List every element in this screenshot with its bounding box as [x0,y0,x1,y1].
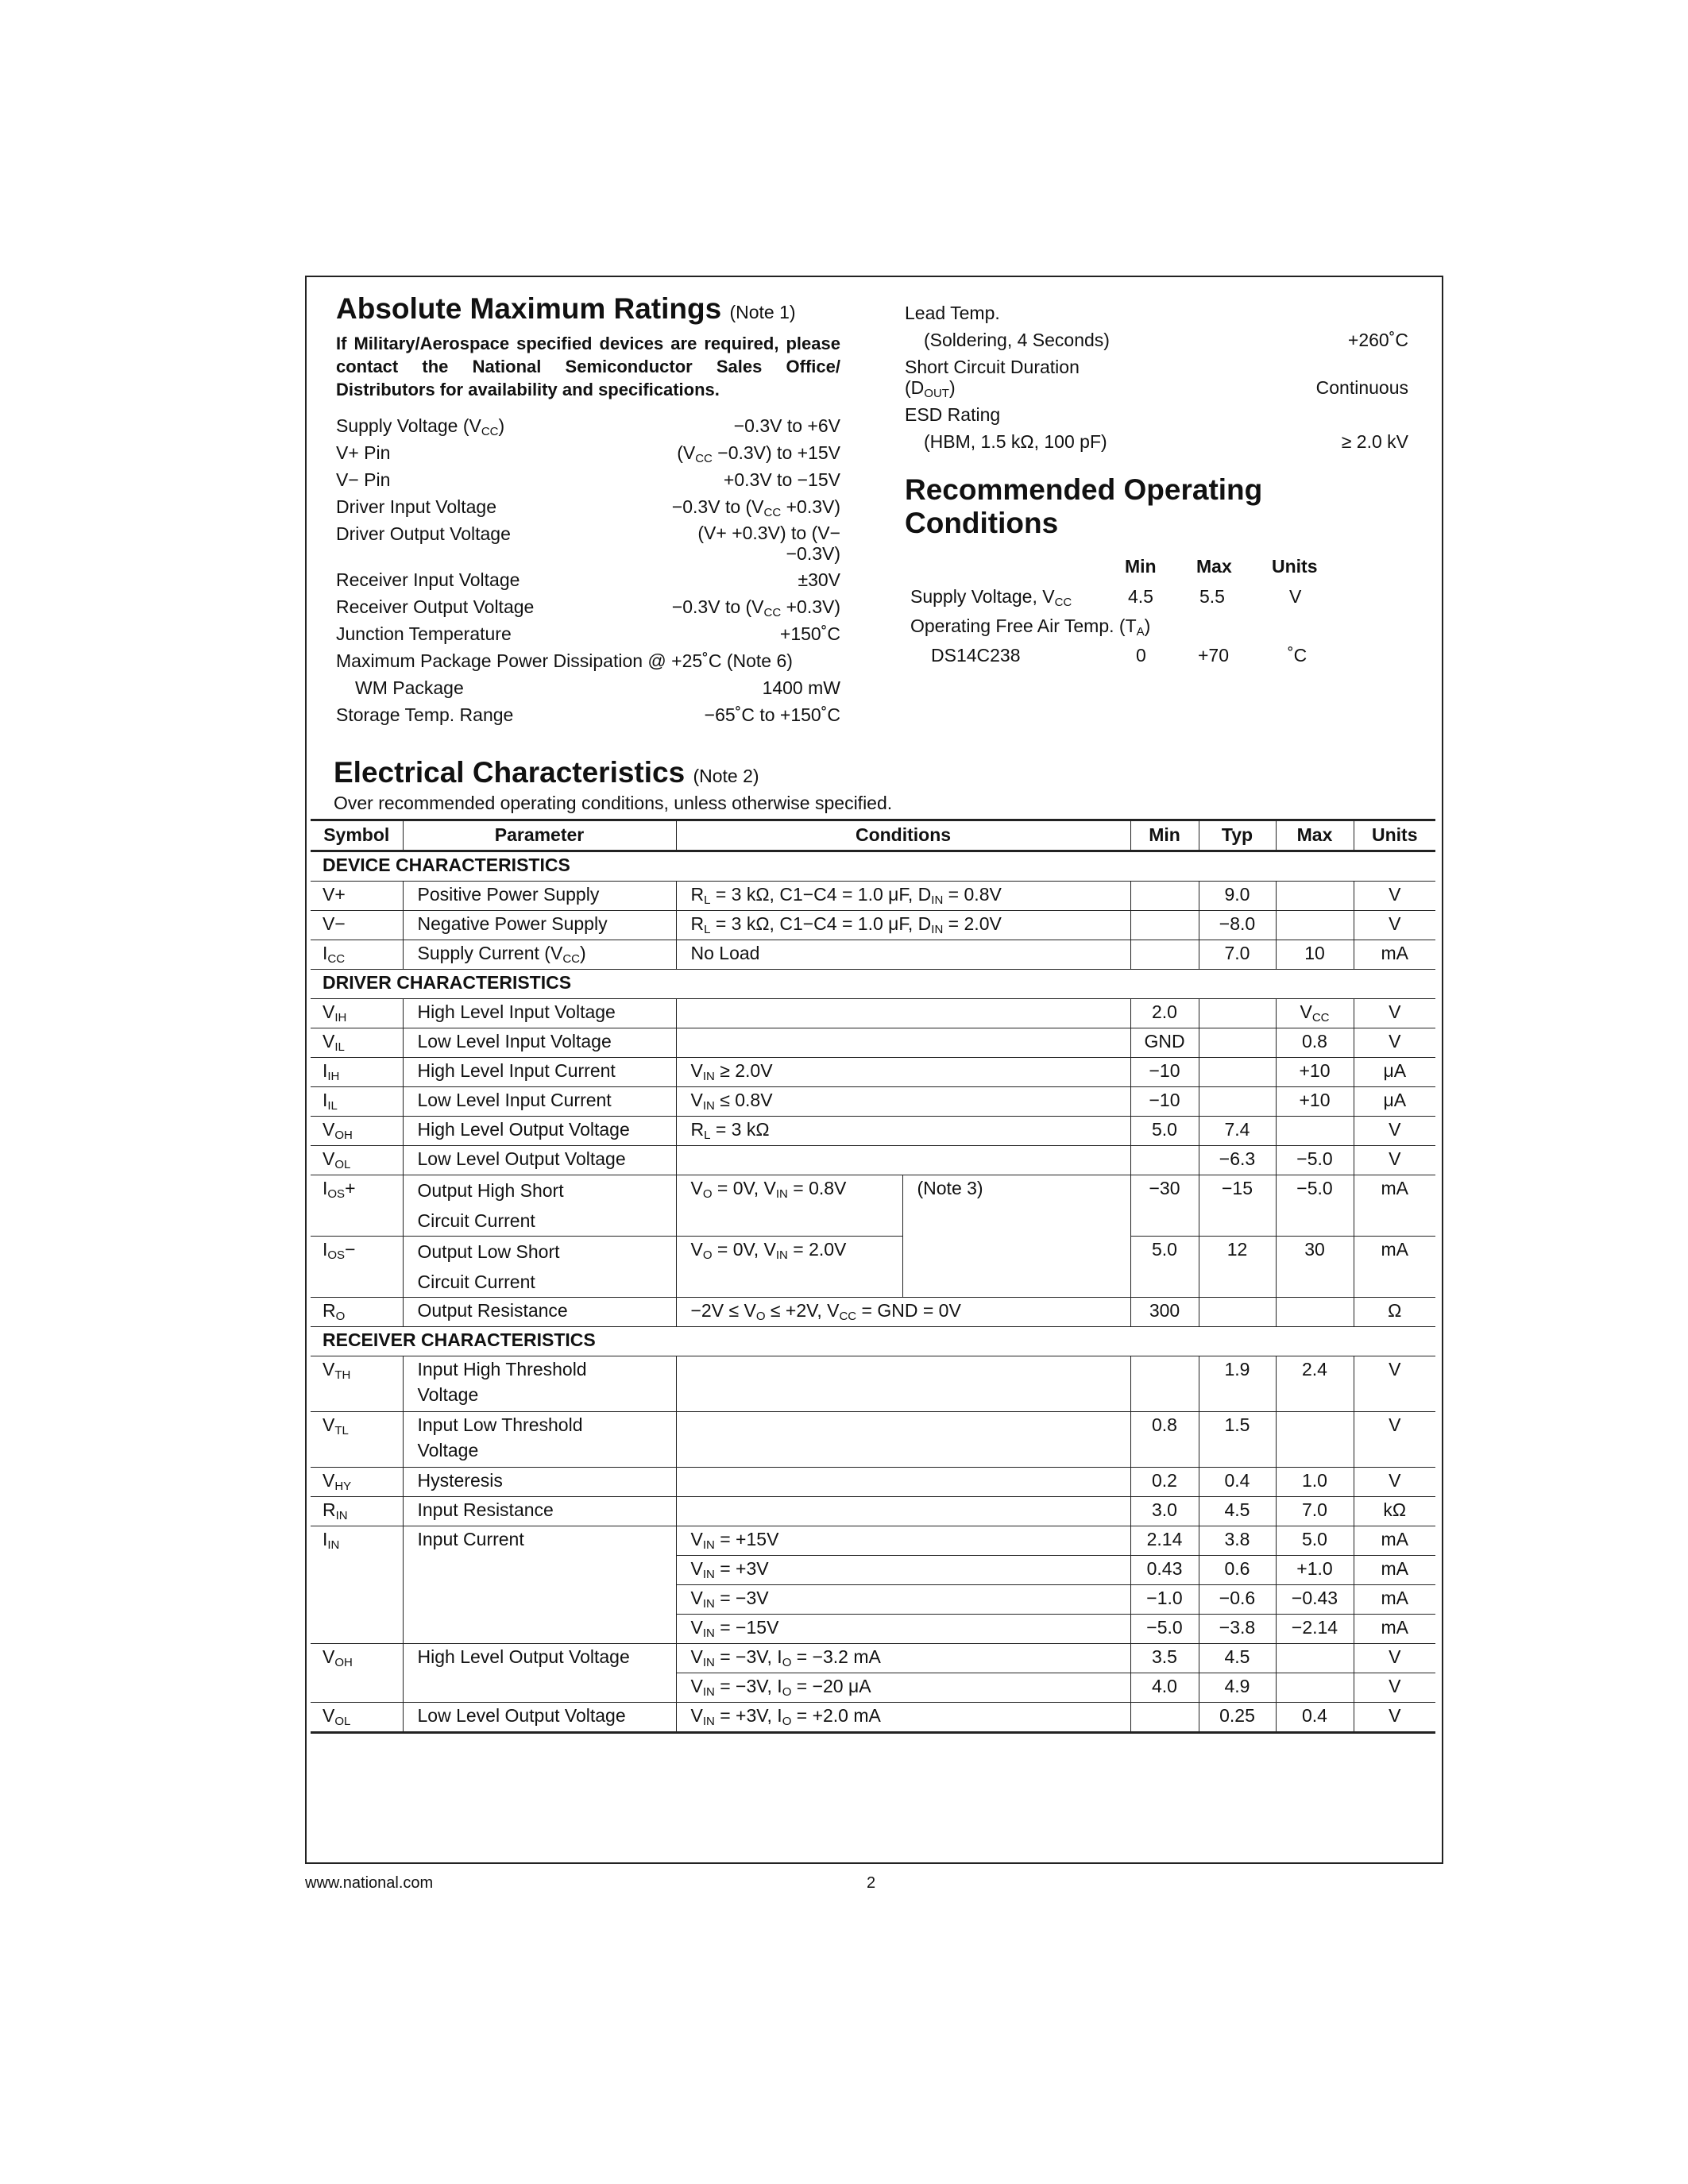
amr-row-supply: Supply Voltage $(V_{CC})$ −0.3V to +6V [336,415,840,438]
roc-table [910,556,1355,671]
col-units: Units [1354,820,1435,851]
amr-row-package-power: Maximum Package Power Dissipation @ +25˚C (Note 6) [336,650,793,671]
roc-row-temp: Operating Free Air Temp. $(T_A)$ [910,615,1151,639]
section-device: DEVICE CHARACTERISTICS [311,851,1435,882]
esd-label: ESD Rating [905,404,1001,425]
table-row: $V_{OL}$ Low Level Output Voltage $V_{IN} = +3V$, $I_O = +2.0$ mA 0.25 0.4 V [311,1703,1435,1733]
short-circuit-row: $(D_{OUT})$ Continuous [905,377,1408,400]
esd-row: (HBM, 1.5 kΩ, 100 pF) ≥ 2.0 kV [924,431,1408,452]
table-row: $I_{IH}$ High Level Input Current $V_{IN} \ge 2.0V$ −10 +10 μA [311,1058,1435,1087]
note-3: (Note 3) [902,1175,1130,1298]
roc-row-supply: Supply Voltage, $V_{CC}$ 4.5 5.5 V [910,586,1302,609]
electrical-characteristics-table [311,819,1435,1734]
table-row: $I_{IL}$ Low Level Input Current $V_{IN} \le 0.8V$ −10 +10 μA [311,1087,1435,1117]
roc-title: Recommended Operating Conditions [905,473,1263,539]
col-parameter: Parameter [403,820,676,851]
ec-title: Electrical Characteristics (Note 2) [334,756,759,789]
table-row: $R_O$ Output Resistance $-2V \le V_O \le +2V$, $V_{CC}$ = GND = 0V 300 Ω [311,1298,1435,1327]
table-row: $V_{IN} = -3V$ −1.0 −0.6 −0.43 mA [311,1585,1435,1615]
ec-subtitle: Over recommended operating conditions, unless otherwise specified. [334,793,893,813]
table-row: $I_{OS}+$ Output High Short Circuit Current $V_O = 0V$, $V_{IN} = 0.8V$ (Note 3) −30 −15 −5.0 mA [311,1175,1435,1237]
table-row: $V_{IL}$ Low Level Input Voltage GND 0.8 V [311,1028,1435,1058]
table-row: $V_{IN} = -15V$ −5.0 −3.8 −2.14 mA [311,1615,1435,1644]
amr-note: (Note 1) [729,302,796,322]
table-row: $I_{CC}$ Supply Current $(V_{CC})$ No Load 7.0 10 mA [311,940,1435,970]
amr-row-vminus: V− Pin +0.3V to −15V [336,469,840,490]
ec-note: (Note 2) [693,766,759,786]
table-row: $V_{OL}$ Low Level Output Voltage −6.3 −5.0 V [311,1146,1435,1175]
amr-row-driver-output: Driver Output Voltage (V+ +0.3V) to (V− −0.3V) [336,523,840,564]
col-conditions: Conditions [676,820,1130,851]
table-row: $V_{IH}$ High Level Input Voltage 2.0 $V_{CC}$ V [311,999,1435,1028]
page-number: 2 [867,1874,876,1892]
footer-url[interactable]: www.national.com [305,1874,434,1892]
amr-row-receiver-input: Receiver Input Voltage ±30V [336,569,840,590]
roc-col-max: Max [1196,556,1232,577]
amr-row-driver-input: Driver Input Voltage −0.3V to $(V_{CC} +0.3V)$ [336,496,840,519]
table-row: $V_{IN} = +3V$ 0.43 0.6 +1.0 mA [311,1556,1435,1585]
table-row: $V_{OH}$ High Level Output Voltage $V_{IN} = -3V$, $I_O = -3.2$ mA 3.5 4.5 V [311,1644,1435,1673]
table-row: $V_{TH}$ Input High Threshold Voltage 1.9 2.4 V [311,1356,1435,1412]
col-max: Max [1276,820,1354,851]
military-notice: If Military/Aerospace specified devices are required, please contact the National Semiconductor Sales Office/ Distributors for availability and specifications. [336,334,840,399]
section-driver: DRIVER CHARACTERISTICS [311,970,1435,999]
section-receiver: RECEIVER CHARACTERISTICS [311,1327,1435,1356]
col-symbol: Symbol [311,820,403,851]
table-row: $V_{OH}$ High Level Output Voltage $R_L = 3$ kΩ 5.0 7.4 V [311,1117,1435,1146]
table-row: V− Negative Power Supply $R_L = 3$ kΩ, C1−C4 = 1.0 μF, $D_{IN} = 2.0V$ −8.0 V [311,911,1435,940]
table-row: $I_{IN}$ Input Current $V_{IN} = +15V$ 2.14 3.8 5.0 mA [311,1526,1435,1556]
table-row: $I_{OS}-$ Output Low Short Circuit Current $V_O = 0V$, $V_{IN} = 2.0V$ 5.0 12 30 mA [311,1237,1435,1298]
roc-col-units: Units [1272,556,1318,577]
amr-row-wm-package: WM Package 1400 mW [355,677,840,698]
table-row: $V_{TL}$ Input Low Threshold Voltage 0.8 1.5 V [311,1412,1435,1468]
amr-title: Absolute Maximum Ratings (Note 1) [336,292,796,325]
table-row: $R_{IN}$ Input Resistance 3.0 4.5 7.0 kΩ [311,1497,1435,1526]
table-row: $V_{HY}$ Hysteresis 0.2 0.4 1.0 V [311,1468,1435,1497]
amr-row-junction: Junction Temperature +150˚C [336,623,840,644]
roc-col-min: Min [1125,556,1157,577]
col-min: Min [1130,820,1199,851]
soldering-row: (Soldering, 4 Seconds) +260˚C [924,330,1408,350]
lead-temp-label: Lead Temp. [905,303,1000,323]
amr-row-storage: Storage Temp. Range −65˚C to +150˚C [336,704,840,725]
col-typ: Typ [1199,820,1276,851]
roc-row-part: DS14C238 0 +70 ˚C [931,645,1308,666]
amr-row-receiver-output: Receiver Output Voltage −0.3V to $(V_{CC} +0.3V)$ [336,596,840,619]
amr-row-vplus: V+ Pin $(V_{CC} -0.3V)$ to +15V [336,442,840,465]
short-circuit-label: Short Circuit Duration [905,357,1080,377]
table-row: $V_{IN} = -3V$, $I_O = -20$ μA 4.0 4.9 V [311,1673,1435,1703]
ec-header-row [311,820,1435,851]
right-ratings [905,302,1408,453]
table-row: V+ Positive Power Supply $R_L = 3$ kΩ, C1−C4 = 1.0 μF, $D_{IN} = 0.8V$ 9.0 V [311,882,1435,911]
